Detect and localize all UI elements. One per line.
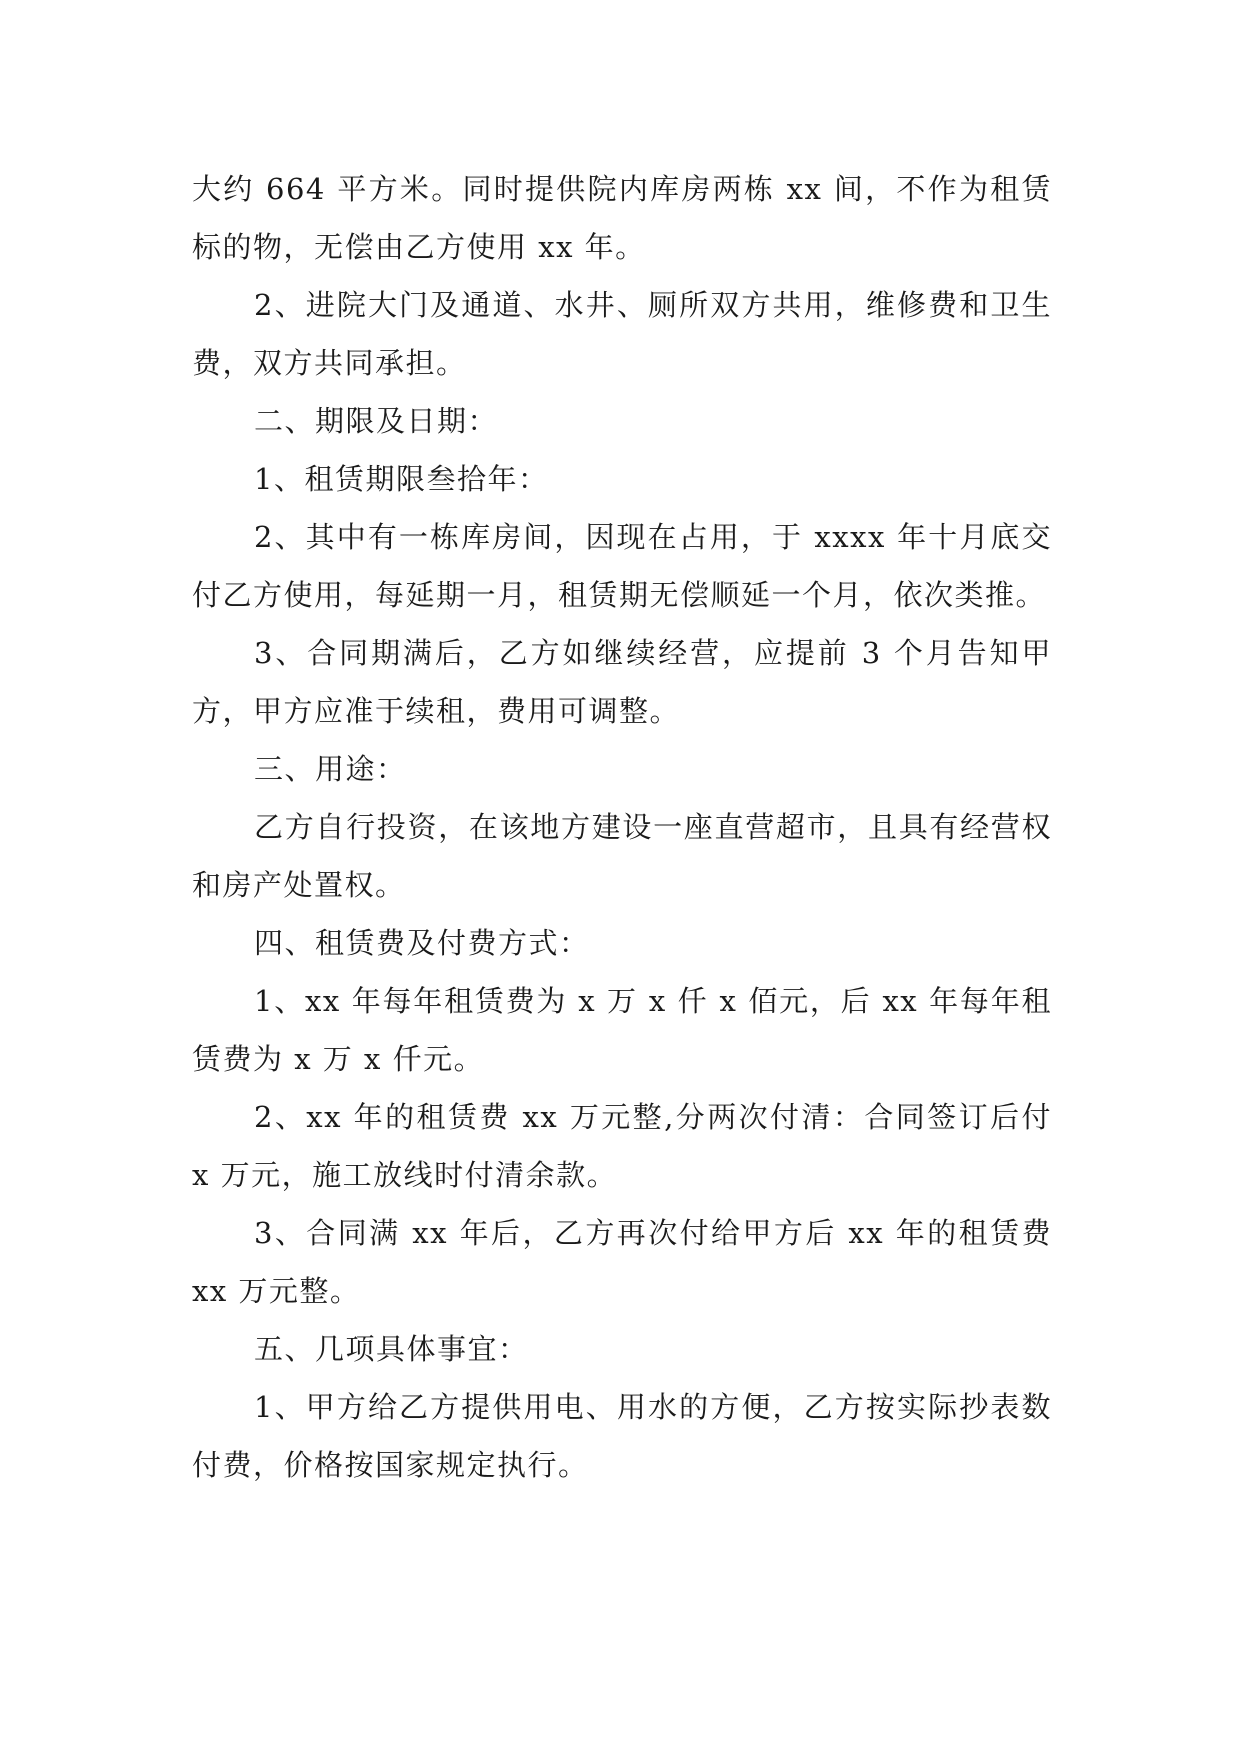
paragraph-second-payment: 3、合同满 xx 年后，乙方再次付给甲方后 xx 年的租赁费 xx 万元整。	[192, 1216, 1052, 1308]
section-heading-specific-matters: 五、几项具体事宜：	[254, 1332, 529, 1366]
paragraph-shared-facilities: 2、进院大门及通道、水井、厕所双方共用，维修费和卫生费，双方共同承担。	[192, 288, 1052, 380]
document-page	[192, 160, 1052, 1494]
paragraph-utilities: 1、甲方给乙方提供用电、用水的方便，乙方按实际抄表数付费，价格按国家规定执行。	[192, 1390, 1052, 1482]
paragraph-purpose: 乙方自行投资，在该地方建设一座直营超市，且具有经营权和房产处置权。	[192, 810, 1052, 902]
paragraph-lease-term: 1、租赁期限叁拾年：	[254, 462, 549, 496]
paragraph-warehouse-delivery: 2、其中有一栋库房间，因现在占用，于 xxxx 年十月底交付乙方使用，每延期一月，租赁期无偿顺延一个月，依次类推。	[192, 520, 1052, 612]
section-heading-purpose: 三、用途：	[254, 752, 407, 786]
section-heading-fees: 四、租赁费及付费方式：	[254, 926, 590, 960]
paragraph-area-description: 大约 664 平方米。同时提供院内库房两栋 xx 间，不作为租赁标的物，无偿由乙方使用 xx 年。	[192, 172, 1052, 264]
paragraph-renewal: 3、合同期满后，乙方如继续经营，应提前 3 个月告知甲方，甲方应准于续租，费用可调整。	[192, 636, 1052, 728]
section-heading-term: 二、期限及日期：	[254, 404, 499, 438]
paragraph-annual-fee: 1、xx 年每年租赁费为 x 万 x 仟 x 佰元，后 xx 年每年租赁费为 x 万 x 仟元。	[192, 984, 1052, 1076]
paragraph-payment-schedule: 2、xx 年的租赁费 xx 万元整,分两次付清：合同签订后付 x 万元，施工放线时付清余款。	[192, 1100, 1052, 1192]
